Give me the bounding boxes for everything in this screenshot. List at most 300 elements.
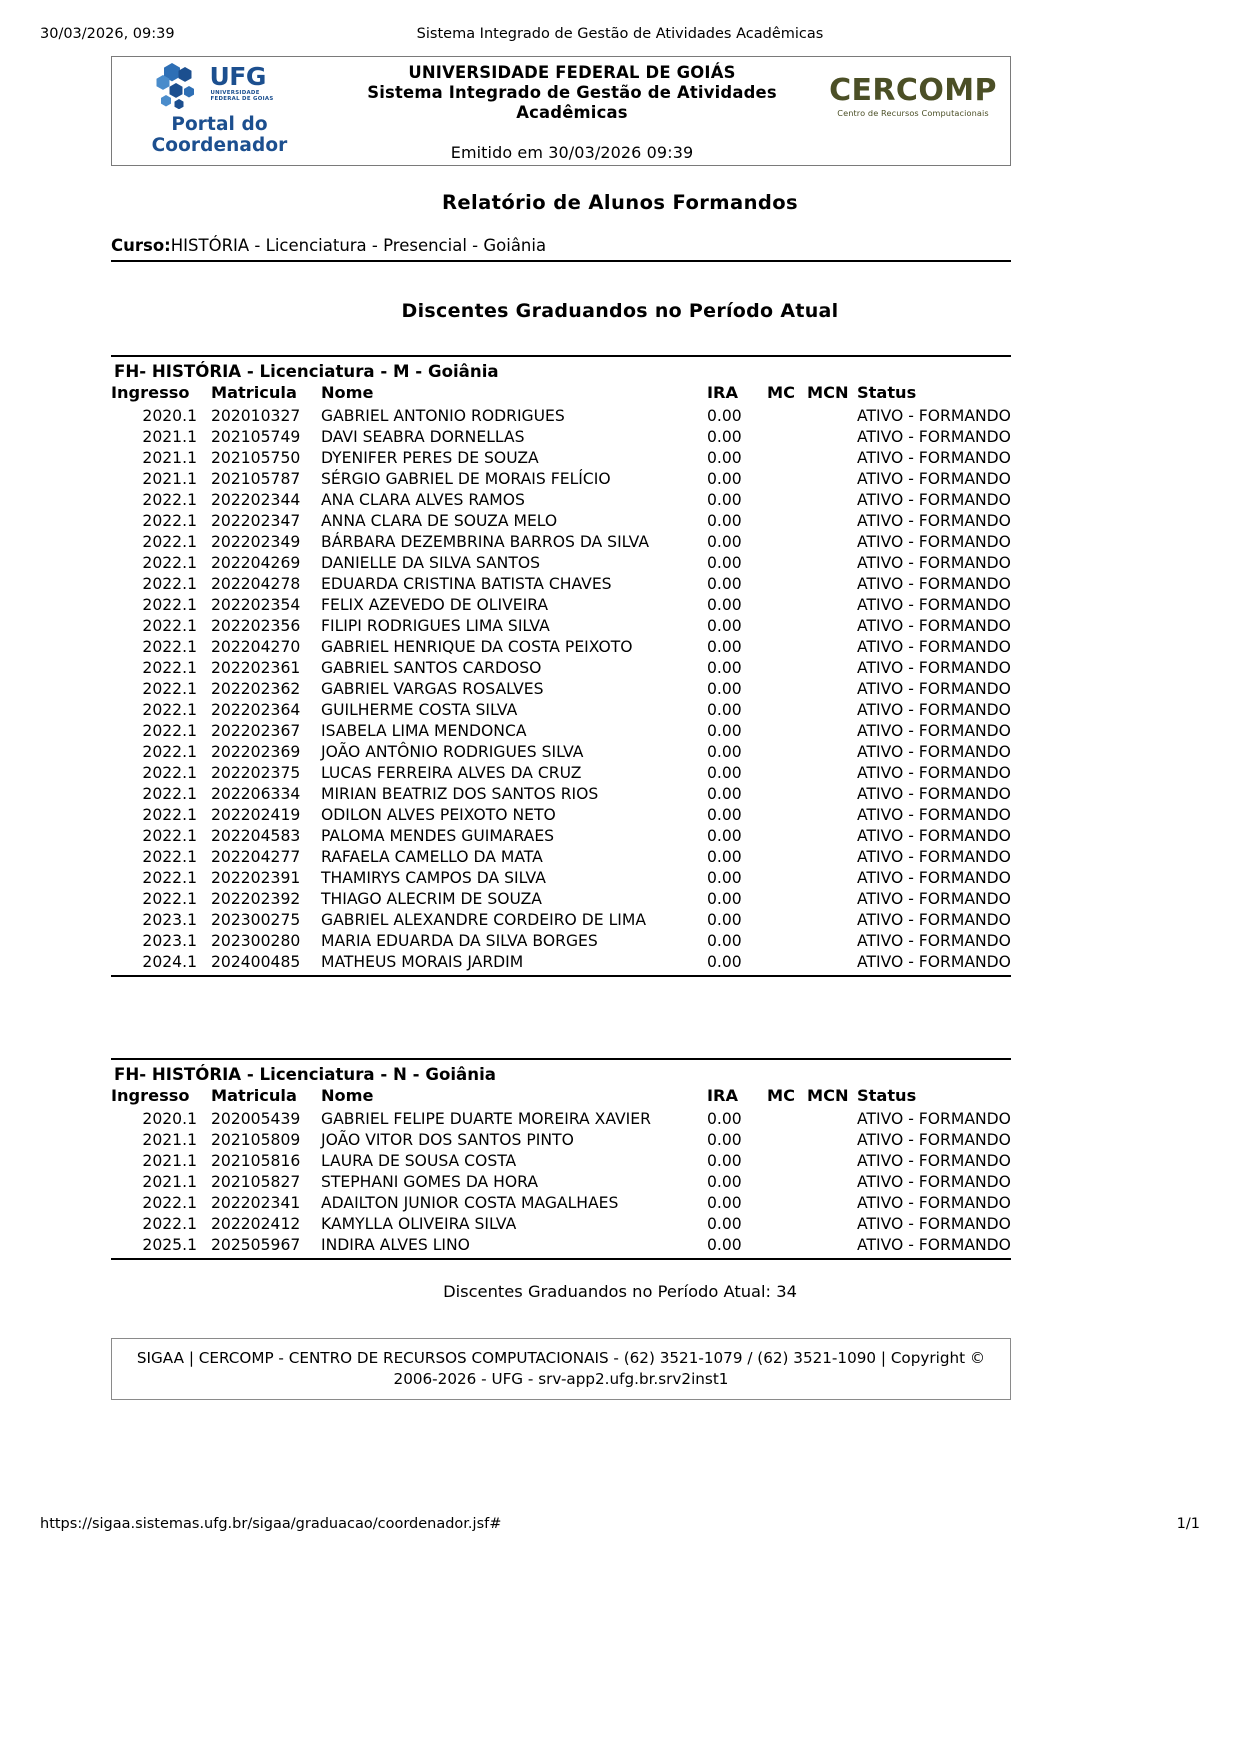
cell-matricula: 202204277 xyxy=(211,847,301,866)
table-row xyxy=(111,720,1021,741)
cell-nome: GABRIEL ANTONIO RODRIGUES xyxy=(321,406,565,425)
cell-mc xyxy=(767,804,807,825)
cell-nome: MIRIAN BEATRIZ DOS SANTOS RIOS xyxy=(321,784,599,803)
cell-ira: 0.00 xyxy=(707,637,742,656)
table-row xyxy=(111,930,1021,951)
header-nome: Nome xyxy=(321,383,374,402)
cell-status: ATIVO - FORMANDO xyxy=(857,1151,1011,1170)
table-row xyxy=(111,867,1021,888)
print-footer-page: 1/1 xyxy=(1176,1516,1200,1532)
cell-nome: BÁRBARA DEZEMBRINA BARROS DA SILVA xyxy=(321,532,649,551)
total-line: Discentes Graduandos no Período Atual: 34 xyxy=(443,1282,797,1301)
cell-matricula: 202202347 xyxy=(211,511,301,530)
cell-mc xyxy=(767,699,807,720)
cell-matricula: 202202419 xyxy=(211,805,301,824)
cell-ira: 0.00 xyxy=(707,1193,742,1212)
cell-matricula: 202202369 xyxy=(211,742,301,761)
cell-mc xyxy=(767,1213,807,1234)
cercomp-wordmark: CERCOMP xyxy=(829,73,997,108)
cell-mc xyxy=(767,426,807,447)
cell-nome: ANNA CLARA DE SOUZA MELO xyxy=(321,511,558,530)
cell-mcn xyxy=(807,615,853,636)
cell-nome: THIAGO ALECRIM DE SOUZA xyxy=(321,889,542,908)
cell-status: ATIVO - FORMANDO xyxy=(857,532,1011,551)
cell-mcn xyxy=(807,573,853,594)
cell-nome: RAFAELA CAMELLO DA MATA xyxy=(321,847,543,866)
ufg-logo-cell xyxy=(122,63,317,156)
students-table xyxy=(111,383,1021,972)
table-row xyxy=(111,888,1021,909)
cell-ingresso: 2022.1 xyxy=(142,553,197,572)
cell-mcn xyxy=(807,720,853,741)
cell-nome: JOÃO VITOR DOS SANTOS PINTO xyxy=(321,1130,574,1149)
cell-ingresso: 2022.1 xyxy=(142,742,197,761)
cell-nome: LUCAS FERREIRA ALVES DA CRUZ xyxy=(321,763,582,782)
table-header-row xyxy=(111,383,1021,405)
cell-mcn xyxy=(807,636,853,657)
cell-mc xyxy=(767,1129,807,1150)
cell-ingresso: 2022.1 xyxy=(142,637,197,656)
cell-mc xyxy=(767,552,807,573)
cell-status: ATIVO - FORMANDO xyxy=(857,1193,1011,1212)
cell-mcn xyxy=(807,510,853,531)
cell-nome: ISABELA LIMA MENDONCA xyxy=(321,721,527,740)
cell-ira: 0.00 xyxy=(707,532,742,551)
group-rule-top xyxy=(111,1058,1011,1060)
cell-mc xyxy=(767,447,807,468)
cell-status: ATIVO - FORMANDO xyxy=(857,868,1011,887)
curso-row xyxy=(111,236,1011,262)
cell-mcn xyxy=(807,657,853,678)
cell-mc xyxy=(767,678,807,699)
cell-mcn xyxy=(807,930,853,951)
ufg-logo-subtitle-line1: UNIVERSIDADE xyxy=(210,90,260,96)
cell-ira: 0.00 xyxy=(707,616,742,635)
cell-ira: 0.00 xyxy=(707,679,742,698)
cell-ira: 0.00 xyxy=(707,595,742,614)
cell-ingresso: 2024.1 xyxy=(142,952,197,971)
cell-mcn xyxy=(807,489,853,510)
cell-matricula: 202202349 xyxy=(211,532,301,551)
cell-status: ATIVO - FORMANDO xyxy=(857,805,1011,824)
cell-status: ATIVO - FORMANDO xyxy=(857,406,1011,425)
cell-status: ATIVO - FORMANDO xyxy=(857,427,1011,446)
table-row xyxy=(111,405,1021,426)
institution-name: UNIVERSIDADE FEDERAL DE GOIÁS xyxy=(408,63,736,82)
cell-mcn xyxy=(807,594,853,615)
table-row xyxy=(111,1192,1021,1213)
header-mc: MC xyxy=(767,383,795,402)
cercomp-subtitle: Centro de Recursos Computacionais xyxy=(837,108,989,118)
cell-ingresso: 2023.1 xyxy=(142,910,197,929)
cell-mc xyxy=(767,405,807,426)
footer-info-box xyxy=(111,1338,1011,1400)
print-footer-url: https://sigaa.sistemas.ufg.br/sigaa/graduacao/coordenador.jsf# xyxy=(40,1516,502,1532)
table-row xyxy=(111,510,1021,531)
table-row xyxy=(111,1213,1021,1234)
cell-status: ATIVO - FORMANDO xyxy=(857,784,1011,803)
cell-mcn xyxy=(807,1192,853,1213)
cell-mcn xyxy=(807,951,853,972)
cell-matricula: 202204278 xyxy=(211,574,301,593)
cell-ira: 0.00 xyxy=(707,889,742,908)
header-mc: MC xyxy=(767,1086,795,1105)
table-row xyxy=(111,426,1021,447)
table-header-row xyxy=(111,1086,1021,1108)
cell-mc xyxy=(767,594,807,615)
students-table xyxy=(111,1086,1021,1255)
cell-nome: PALOMA MENDES GUIMARAES xyxy=(321,826,555,845)
cell-matricula: 202202364 xyxy=(211,700,301,719)
cell-ingresso: 2022.1 xyxy=(142,616,197,635)
cell-matricula: 202010327 xyxy=(211,406,301,425)
cell-nome: DAVI SEABRA DORNELLAS xyxy=(321,427,525,446)
cell-nome: GABRIEL FELIPE DUARTE MOREIRA XAVIER xyxy=(321,1109,651,1128)
cell-ira: 0.00 xyxy=(707,1151,742,1170)
cell-ira: 0.00 xyxy=(707,763,742,782)
cell-nome: GABRIEL VARGAS ROSALVES xyxy=(321,679,544,698)
table-row xyxy=(111,741,1021,762)
cell-mcn xyxy=(807,1213,853,1234)
ufg-logo-icon xyxy=(156,63,284,110)
cell-mc xyxy=(767,909,807,930)
cell-matricula: 202202341 xyxy=(211,1193,301,1212)
cell-mc xyxy=(767,657,807,678)
cell-mc xyxy=(767,720,807,741)
cell-status: ATIVO - FORMANDO xyxy=(857,952,1011,971)
cell-mc xyxy=(767,1234,807,1255)
cell-ira: 0.00 xyxy=(707,826,742,845)
cell-ira: 0.00 xyxy=(707,406,742,425)
cell-ingresso: 2021.1 xyxy=(142,448,197,467)
cell-ira: 0.00 xyxy=(707,868,742,887)
cell-ingresso: 2022.1 xyxy=(142,574,197,593)
table-row xyxy=(111,804,1021,825)
cell-mcn xyxy=(807,699,853,720)
cell-mcn xyxy=(807,468,853,489)
cell-mc xyxy=(767,1150,807,1171)
cell-nome: FELIX AZEVEDO DE OLIVEIRA xyxy=(321,595,549,614)
cell-nome: MARIA EDUARDA DA SILVA BORGES xyxy=(321,931,598,950)
cell-status: ATIVO - FORMANDO xyxy=(857,763,1011,782)
cell-ingresso: 2022.1 xyxy=(142,826,197,845)
header-nome: Nome xyxy=(321,1086,374,1105)
cell-ira: 0.00 xyxy=(707,952,742,971)
cell-matricula: 202202412 xyxy=(211,1214,301,1233)
cell-matricula: 202204583 xyxy=(211,826,301,845)
cell-status: ATIVO - FORMANDO xyxy=(857,889,1011,908)
section-title: Discentes Graduandos no Período Atual xyxy=(401,300,839,322)
cell-status: ATIVO - FORMANDO xyxy=(857,931,1011,950)
table-row xyxy=(111,615,1021,636)
cell-matricula: 202005439 xyxy=(211,1109,301,1128)
cell-mc xyxy=(767,951,807,972)
cell-status: ATIVO - FORMANDO xyxy=(857,1235,1011,1254)
cell-ira: 0.00 xyxy=(707,553,742,572)
table-row xyxy=(111,552,1021,573)
header-ira: IRA xyxy=(707,383,739,402)
cell-ingresso: 2022.1 xyxy=(142,511,197,530)
cell-ira: 0.00 xyxy=(707,1172,742,1191)
cell-matricula: 202202362 xyxy=(211,679,301,698)
cell-nome: GABRIEL HENRIQUE DA COSTA PEIXOTO xyxy=(321,637,633,656)
ufg-hexagons-icon xyxy=(156,63,206,109)
cell-ingresso: 2022.1 xyxy=(142,784,197,803)
cell-ira: 0.00 xyxy=(707,805,742,824)
cell-mcn xyxy=(807,783,853,804)
cell-ira: 0.00 xyxy=(707,1130,742,1149)
cell-ingresso: 2022.1 xyxy=(142,700,197,719)
cell-status: ATIVO - FORMANDO xyxy=(857,910,1011,929)
cell-ingresso: 2023.1 xyxy=(142,931,197,950)
cell-ira: 0.00 xyxy=(707,469,742,488)
cell-nome: MATHEUS MORAIS JARDIM xyxy=(321,952,524,971)
cell-ingresso: 2022.1 xyxy=(142,658,197,677)
cell-ingresso: 2021.1 xyxy=(142,1172,197,1191)
cell-matricula: 202105827 xyxy=(211,1172,301,1191)
table-row xyxy=(111,699,1021,720)
cell-matricula: 202202375 xyxy=(211,763,301,782)
cell-mcn xyxy=(807,825,853,846)
cell-status: ATIVO - FORMANDO xyxy=(857,469,1011,488)
cell-mcn xyxy=(807,426,853,447)
header-ira: IRA xyxy=(707,1086,739,1105)
cell-ingresso: 2025.1 xyxy=(142,1235,197,1254)
ufg-acronym: UFG xyxy=(209,62,266,91)
cell-ingresso: 2020.1 xyxy=(142,406,197,425)
cell-ira: 0.00 xyxy=(707,490,742,509)
cell-ira: 0.00 xyxy=(707,1235,742,1254)
cell-ira: 0.00 xyxy=(707,721,742,740)
table-row xyxy=(111,1129,1021,1150)
cell-nome: GUILHERME COSTA SILVA xyxy=(321,700,518,719)
cell-nome: FILIPI RODRIGUES LIMA SILVA xyxy=(321,616,550,635)
cell-matricula: 202202392 xyxy=(211,889,301,908)
cell-mcn xyxy=(807,1129,853,1150)
cell-status: ATIVO - FORMANDO xyxy=(857,511,1011,530)
cell-mc xyxy=(767,741,807,762)
cell-status: ATIVO - FORMANDO xyxy=(857,448,1011,467)
table-row xyxy=(111,594,1021,615)
cell-matricula: 202400485 xyxy=(211,952,301,971)
cell-status: ATIVO - FORMANDO xyxy=(857,700,1011,719)
table-row xyxy=(111,783,1021,804)
cell-ingresso: 2022.1 xyxy=(142,1193,197,1212)
cell-mcn xyxy=(807,552,853,573)
cell-matricula: 202202361 xyxy=(211,658,301,677)
cell-ira: 0.00 xyxy=(707,742,742,761)
browser-print-footer xyxy=(0,1516,1240,1536)
cell-mc xyxy=(767,867,807,888)
cell-mc xyxy=(767,1171,807,1192)
cell-status: ATIVO - FORMANDO xyxy=(857,1172,1011,1191)
cell-mc xyxy=(767,573,807,594)
cell-mcn xyxy=(807,762,853,783)
page-title: Relatório de Alunos Formandos xyxy=(441,191,799,214)
cell-matricula: 202202344 xyxy=(211,490,301,509)
print-header-title: Sistema Integrado de Gestão de Atividades Acadêmicas xyxy=(416,26,824,42)
cell-mcn xyxy=(807,1108,853,1129)
cell-status: ATIVO - FORMANDO xyxy=(857,1214,1011,1233)
cell-ingresso: 2022.1 xyxy=(142,868,197,887)
table-row xyxy=(111,468,1021,489)
cell-ingresso: 2021.1 xyxy=(142,427,197,446)
cell-ira: 0.00 xyxy=(707,574,742,593)
header-ingresso: Ingresso xyxy=(111,383,190,402)
cell-matricula: 202204269 xyxy=(211,553,301,572)
cell-mc xyxy=(767,825,807,846)
cell-mc xyxy=(767,762,807,783)
cell-mc xyxy=(767,468,807,489)
cell-ira: 0.00 xyxy=(707,658,742,677)
report-group xyxy=(111,355,1011,977)
cell-mcn xyxy=(807,741,853,762)
cell-matricula: 202105750 xyxy=(211,448,301,467)
cell-mc xyxy=(767,636,807,657)
cell-status: ATIVO - FORMANDO xyxy=(857,679,1011,698)
cell-mcn xyxy=(807,867,853,888)
cell-ingresso: 2022.1 xyxy=(142,721,197,740)
curso-value: HISTÓRIA - Licenciatura - Presencial - Goiânia xyxy=(170,236,547,255)
cell-matricula: 202300275 xyxy=(211,910,301,929)
cell-ingresso: 2022.1 xyxy=(142,763,197,782)
cell-nome: DANIELLE DA SILVA SANTOS xyxy=(321,553,541,572)
group-rule-bottom xyxy=(111,1258,1011,1260)
cell-mc xyxy=(767,1192,807,1213)
cell-nome: STEPHANI GOMES DA HORA xyxy=(321,1172,539,1191)
footer-line1: SIGAA | CERCOMP - CENTRO DE RECURSOS COMPUTACIONAIS - (62) 3521-1079 / (62) 3521-1090 | Copyright © xyxy=(136,1349,986,1367)
cell-status: ATIVO - FORMANDO xyxy=(857,826,1011,845)
header-mcn: MCN xyxy=(807,1086,849,1105)
cell-mc xyxy=(767,531,807,552)
cell-matricula: 202105809 xyxy=(211,1130,301,1149)
cell-status: ATIVO - FORMANDO xyxy=(857,553,1011,572)
cell-ingresso: 2021.1 xyxy=(142,1151,197,1170)
cell-mc xyxy=(767,510,807,531)
cell-ira: 0.00 xyxy=(707,427,742,446)
portal-label-line1: Portal do xyxy=(171,114,268,135)
cell-ira: 0.00 xyxy=(707,1214,742,1233)
table-row xyxy=(111,1150,1021,1171)
table-row xyxy=(111,678,1021,699)
table-row xyxy=(111,909,1021,930)
cell-mcn xyxy=(807,1234,853,1255)
cell-mc xyxy=(767,615,807,636)
header-matricula: Matricula xyxy=(211,383,297,402)
header-status: Status xyxy=(857,383,917,402)
cell-status: ATIVO - FORMANDO xyxy=(857,1109,1011,1128)
portal-label xyxy=(122,114,317,156)
cell-matricula: 202202367 xyxy=(211,721,301,740)
browser-print-header xyxy=(0,26,1240,46)
cell-matricula: 202202354 xyxy=(211,595,301,614)
cell-status: ATIVO - FORMANDO xyxy=(857,595,1011,614)
cell-matricula: 202204270 xyxy=(211,637,301,656)
cell-nome: GABRIEL ALEXANDRE CORDEIRO DE LIMA xyxy=(321,910,647,929)
ufg-logo-subtitle xyxy=(211,90,291,103)
cell-ingresso: 2022.1 xyxy=(142,490,197,509)
cell-ingresso: 2022.1 xyxy=(142,532,197,551)
cell-ira: 0.00 xyxy=(707,847,742,866)
cell-nome: DYENIFER PERES DE SOUZA xyxy=(321,448,539,467)
cell-nome: ODILON ALVES PEIXOTO NETO xyxy=(321,805,556,824)
cell-matricula: 202105749 xyxy=(211,427,301,446)
group-label: FH- HISTÓRIA - Licenciatura - N - Goiânia xyxy=(114,1065,496,1084)
cell-nome: EDUARDA CRISTINA BATISTA CHAVES xyxy=(321,574,612,593)
print-header-datetime: 30/03/2026, 09:39 xyxy=(40,26,175,42)
group-label: FH- HISTÓRIA - Licenciatura - M - Goiânia xyxy=(114,362,499,381)
cell-ingresso: 2021.1 xyxy=(142,469,197,488)
group-rule-top xyxy=(111,355,1011,357)
cell-matricula: 202206334 xyxy=(211,784,301,803)
cell-ingresso: 2022.1 xyxy=(142,889,197,908)
cell-matricula: 202105787 xyxy=(211,469,301,488)
cell-status: ATIVO - FORMANDO xyxy=(857,721,1011,740)
cell-mcn xyxy=(807,909,853,930)
cell-status: ATIVO - FORMANDO xyxy=(857,574,1011,593)
table-row xyxy=(111,657,1021,678)
cell-nome: ANA CLARA ALVES RAMOS xyxy=(321,490,525,509)
cell-mc xyxy=(767,1108,807,1129)
cell-mcn xyxy=(807,804,853,825)
cell-nome: INDIRA ALVES LINO xyxy=(321,1235,470,1254)
cell-status: ATIVO - FORMANDO xyxy=(857,658,1011,677)
portal-label-line2: Coordenador xyxy=(151,135,288,156)
cell-ira: 0.00 xyxy=(707,1109,742,1128)
cell-mc xyxy=(767,783,807,804)
header-matricula: Matricula xyxy=(211,1086,297,1105)
cell-ingresso: 2022.1 xyxy=(142,847,197,866)
table-row xyxy=(111,489,1021,510)
cell-mcn xyxy=(807,888,853,909)
cell-status: ATIVO - FORMANDO xyxy=(857,616,1011,635)
cell-mcn xyxy=(807,1171,853,1192)
cell-mc xyxy=(767,846,807,867)
cell-ingresso: 2022.1 xyxy=(142,805,197,824)
cell-mcn xyxy=(807,846,853,867)
cell-nome: JOÃO ANTÔNIO RODRIGUES SILVA xyxy=(321,742,584,761)
header-mcn: MCN xyxy=(807,383,849,402)
cell-nome: KAMYLLA OLIVEIRA SILVA xyxy=(321,1214,517,1233)
report-header-title-cell xyxy=(312,63,832,162)
cell-ira: 0.00 xyxy=(707,784,742,803)
table-row xyxy=(111,447,1021,468)
cell-mc xyxy=(767,489,807,510)
cell-ira: 0.00 xyxy=(707,700,742,719)
curso-label: Curso: xyxy=(111,236,171,255)
footer-line2: 2006-2026 - UFG - srv-app2.ufg.br.srv2inst1 xyxy=(393,1370,729,1388)
table-row xyxy=(111,846,1021,867)
cell-status: ATIVO - FORMANDO xyxy=(857,1130,1011,1149)
cell-matricula: 202202356 xyxy=(211,616,301,635)
cell-mcn xyxy=(807,1150,853,1171)
report-header-box xyxy=(111,56,1011,166)
emitted-timestamp: Emitido em 30/03/2026 09:39 xyxy=(450,143,694,162)
cell-matricula: 202505967 xyxy=(211,1235,301,1254)
cell-ira: 0.00 xyxy=(707,931,742,950)
cell-status: ATIVO - FORMANDO xyxy=(857,847,1011,866)
cell-status: ATIVO - FORMANDO xyxy=(857,742,1011,761)
system-name-line2: Acadêmicas xyxy=(516,103,628,122)
table-row xyxy=(111,531,1021,552)
cell-nome: ADAILTON JUNIOR COSTA MAGALHAES xyxy=(321,1193,619,1212)
table-row xyxy=(111,951,1021,972)
table-row xyxy=(111,636,1021,657)
cell-ingresso: 2022.1 xyxy=(142,1214,197,1233)
table-row xyxy=(111,1171,1021,1192)
cell-ingresso: 2022.1 xyxy=(142,595,197,614)
cell-mcn xyxy=(807,405,853,426)
